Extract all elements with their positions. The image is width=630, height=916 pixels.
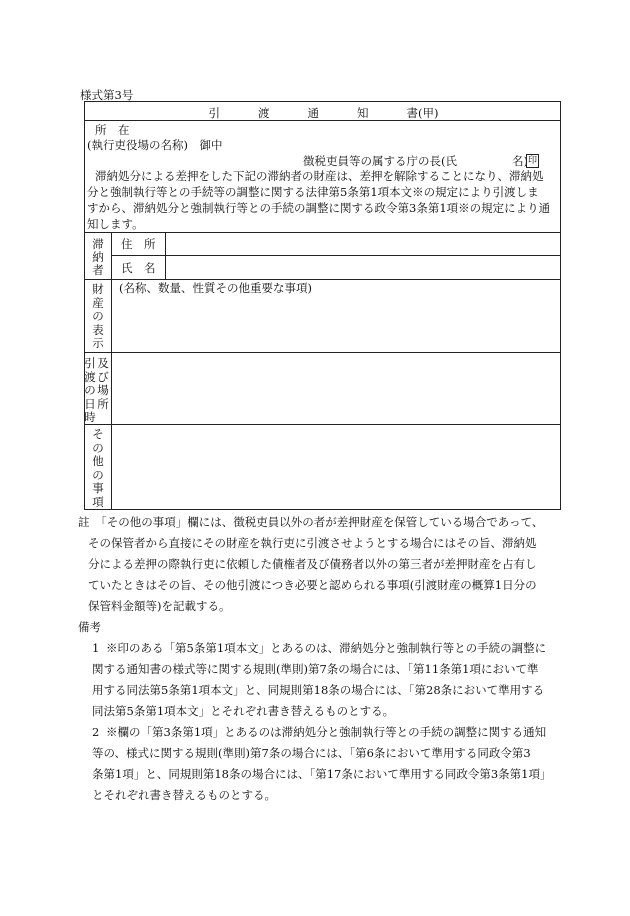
note-line: 保管料金額等)を記載する。 [88, 599, 231, 613]
remark-number: 2 [92, 725, 100, 739]
property-hint: (名称、数量、性質その他重要な事項) [119, 281, 312, 295]
note-line: ていたときはその旨、その他引渡につき必要と認められる事項(引渡財産の概算1日分の [88, 578, 537, 592]
row-divider [85, 424, 560, 425]
table-top-border [85, 232, 560, 233]
remark-line: 条第1項」と、同規則第18条の場合には、「第17条において準用する同政令第3条第1項」 [92, 767, 552, 781]
remarks-heading: 備考 [78, 620, 101, 634]
note-line: 註 「その他の事項」欄には、徴税吏員以外の者が差押財産を保管している場合であって、 [78, 515, 544, 529]
remark-number: 1 [92, 641, 100, 655]
address-label: 所 在 [95, 123, 130, 137]
row-divider [85, 352, 560, 353]
seal-mark: 印 [527, 156, 537, 166]
note-line: その保管者から直接にその財産を執行吏に引渡させようとする場合にはその旨、滞納処 [88, 536, 537, 550]
notice-form-frame [84, 101, 561, 510]
remark-line: とそれぞれ書き替えるものとする。 [92, 788, 276, 802]
other-matters-label: そ の 他 の 事 項 [92, 427, 104, 509]
title-char: 渡 [258, 106, 270, 120]
body-line: 滞納処分による差押をした下記の滞納者の財産は、差押を解除することになり、滞納処 [95, 169, 544, 183]
address-field-label: 住 所 [121, 237, 156, 251]
property-label: 財 産 の 表 示 [92, 282, 104, 350]
title-char: 通 [307, 106, 319, 120]
title-divider [85, 120, 560, 121]
remark-line: ※欄の「第3条第1項」とあるのは滞納処分と強制執行等との手続の調整に関する通知 [106, 725, 547, 739]
remark-line: 同法第5条第1項本文」とそれぞれ書き替えるものとする。 [92, 704, 395, 718]
label-column-divider [111, 232, 112, 510]
delinquent-label: 滞 納 者 [92, 237, 104, 277]
remark-line: ※印のある「第5条第1項本文」とあるのは、滞納処分と強制執行等との手続の調整に [106, 641, 547, 655]
note-line: 分による差押の際執行吏に依頼した債権者及び債務者以外の第三者が差押財産を占有し [88, 557, 537, 571]
title-char: 引 [208, 106, 220, 120]
body-line: 知します。 [87, 217, 144, 231]
remark-line: 等の、様式に関する規則(準則)第7条の場合には、「第6条において準用する同政令第3 [92, 746, 531, 760]
sender-suffix: 名) [512, 154, 528, 168]
title-char: 知 [357, 106, 369, 120]
remark-line: 用する同法第5条第1項本文」と、同規則第18条の場合には、「第28条において準用する [92, 683, 545, 697]
delivery-label-col2: 及 び 場 所 [97, 356, 109, 411]
body-line: 分と強制執行等との手続等の調整に関する法律第5条第1項本文※の規定により引渡しま [87, 185, 539, 199]
delivery-label-col1: 引 渡 の 日 時 [84, 356, 96, 424]
remark-line: 関する通知書の様式等に関する規則(準則)第7条の場合には、「第11条第1項において準 [92, 662, 539, 676]
body-line: すから、滞納処分と強制執行等との手続の調整に関する政令第3条第1項※の規定により通 [87, 201, 551, 215]
address-name-divider [111, 255, 560, 256]
name-field-label: 氏 名 [121, 261, 156, 275]
title-char: 書(甲) [406, 106, 439, 120]
office-name: (執行吏役場の名称) 御中 [87, 138, 223, 152]
form-number: 様式第3号 [80, 88, 134, 102]
sender-prefix: 徴税吏員等の属する庁の長(氏 [303, 154, 457, 168]
